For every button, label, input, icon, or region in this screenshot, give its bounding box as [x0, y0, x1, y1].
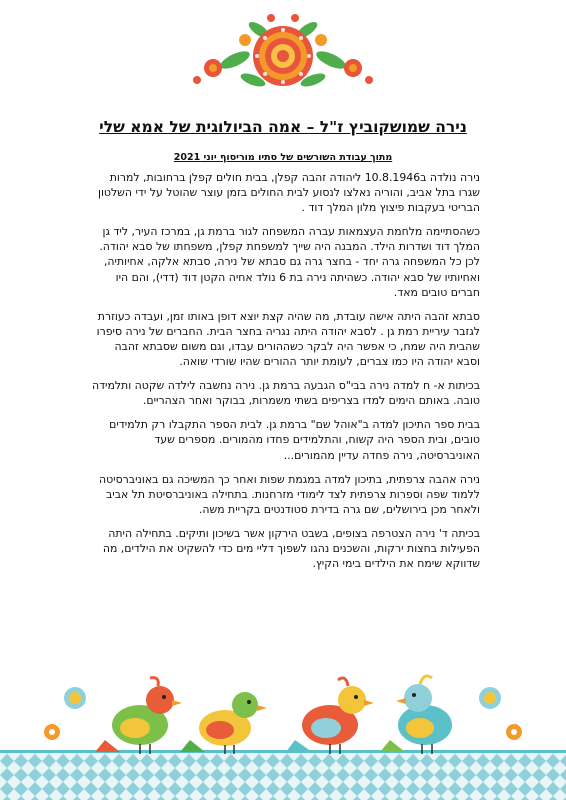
paragraph-french-studies: נירה אהבה צרפתית, בתיכון למדה במגמת שפות ואחר כך המשיכה גם באוניברסיטה ללמוד שפה וספרות צרפתית לצד לימודי מזרחנות. בתחילה באוניברסיטת תל אביב ולאחר מכן בירושלים, שם גרה בדירת סטודנטים בקריית משה.: [98, 472, 480, 516]
paragraph-elementary-school: בכיתות א- ח למדה נירה בבי"ס הגבעה ברמת גן. נירה נחשבה לילדה שקטה ותלמידה טובה. באותם הימים למדו בצריפים בשתי משמרות, בבוקר ואחר הצהריים.: [91, 379, 480, 408]
paragraph-high-school: בבית ספר התיכון למדה ב"אוהל שם" ברמת גן. לבית הספר התקבלו רק תלמידים טובים, ובית הספר היה קשוח, והתלמידים פחדו מהמורים. מספרים שעד האוניברסיטה, נירה פחדה עדיין מהמורים...: [109, 418, 480, 462]
bird-red-icon: [95, 678, 182, 754]
page-title: נירה שמושקוביץ ז"ל – אמה הביולוגית של אמא שלי: [99, 118, 467, 136]
paragraph-ramat-gan-home: כשהסתיימה מלחמת העצמאות עברה המשפחה לגור ברמת גן, במרכז העיר, ליד גן המלך דוד ושדרות הילד. המבנה היה שייך למשפחת קפלן, משפחתו של סבא יהודה. לכן כל המשפחה גרה יחד - בחצר גרה גם סבתא של נירה, סבתא אלקה, אחיותיה, ואחיותיו של סבא יהודה. כשהיתה נירה בת 6 נולד אחיה הקטן דוד (דדי), והם היו חברים טובים מאד.: [99, 225, 480, 299]
body-text: [88, 170, 480, 571]
paragraph-parents: סבתא זהבה היתה אישה עובדת, מה שהיה קצת יוצא דופן באותו זמן, ועבדה כעוזרת לגזבר עיריית רמת גן . לסבא יהודה היתה נגריה בחצר הבית. החברים של נירה סיפרו שהבית היה שמח, כי אפשר היה לבקר כשההורים עבדו, וגם משום שסבתא זהבה וסבא יהודה היו כמו צברים, לעומת יותר ההורים שהיו שורדי שואה.: [96, 309, 480, 369]
tiled-pattern: [0, 750, 566, 800]
birds-illustration-bottom: [0, 670, 566, 800]
paragraph-birth: נירה נולדה ב10.8.1946 ליהודה זהבה קפלן, בבית חולים קפלן ברחובות, למרות שגרו בתל אביב, והוריה נאלצו לנסוע לבית החולים בזמן עוצר שהוטל על ידי השלטון הבריטי בעקבות פיצוץ מלון המלך דוד .: [98, 171, 480, 215]
bird-teal-icon: [380, 676, 452, 754]
page-subtitle: מתוך עבודת השורשים של סתיו מוריסוף יוני 2021: [173, 152, 393, 163]
paragraph-scouts: בכיתה ד' נירה הצטרפה בצופים, בשבט הירקון אשר בשיכון ותיקים. בתחילה היתה הפעילות בחצות ירקות, והשכנים נהגו לשפוך דליי מים כדי להשקיט את הילדים, מה שדווקא שימח את הילדים בימי הקיץ.: [102, 526, 480, 571]
central-flower-icon: [253, 26, 313, 86]
bird-green-icon: [180, 692, 267, 754]
floral-ornament-top: [183, 8, 383, 98]
bird-yellow-icon: [286, 678, 374, 754]
